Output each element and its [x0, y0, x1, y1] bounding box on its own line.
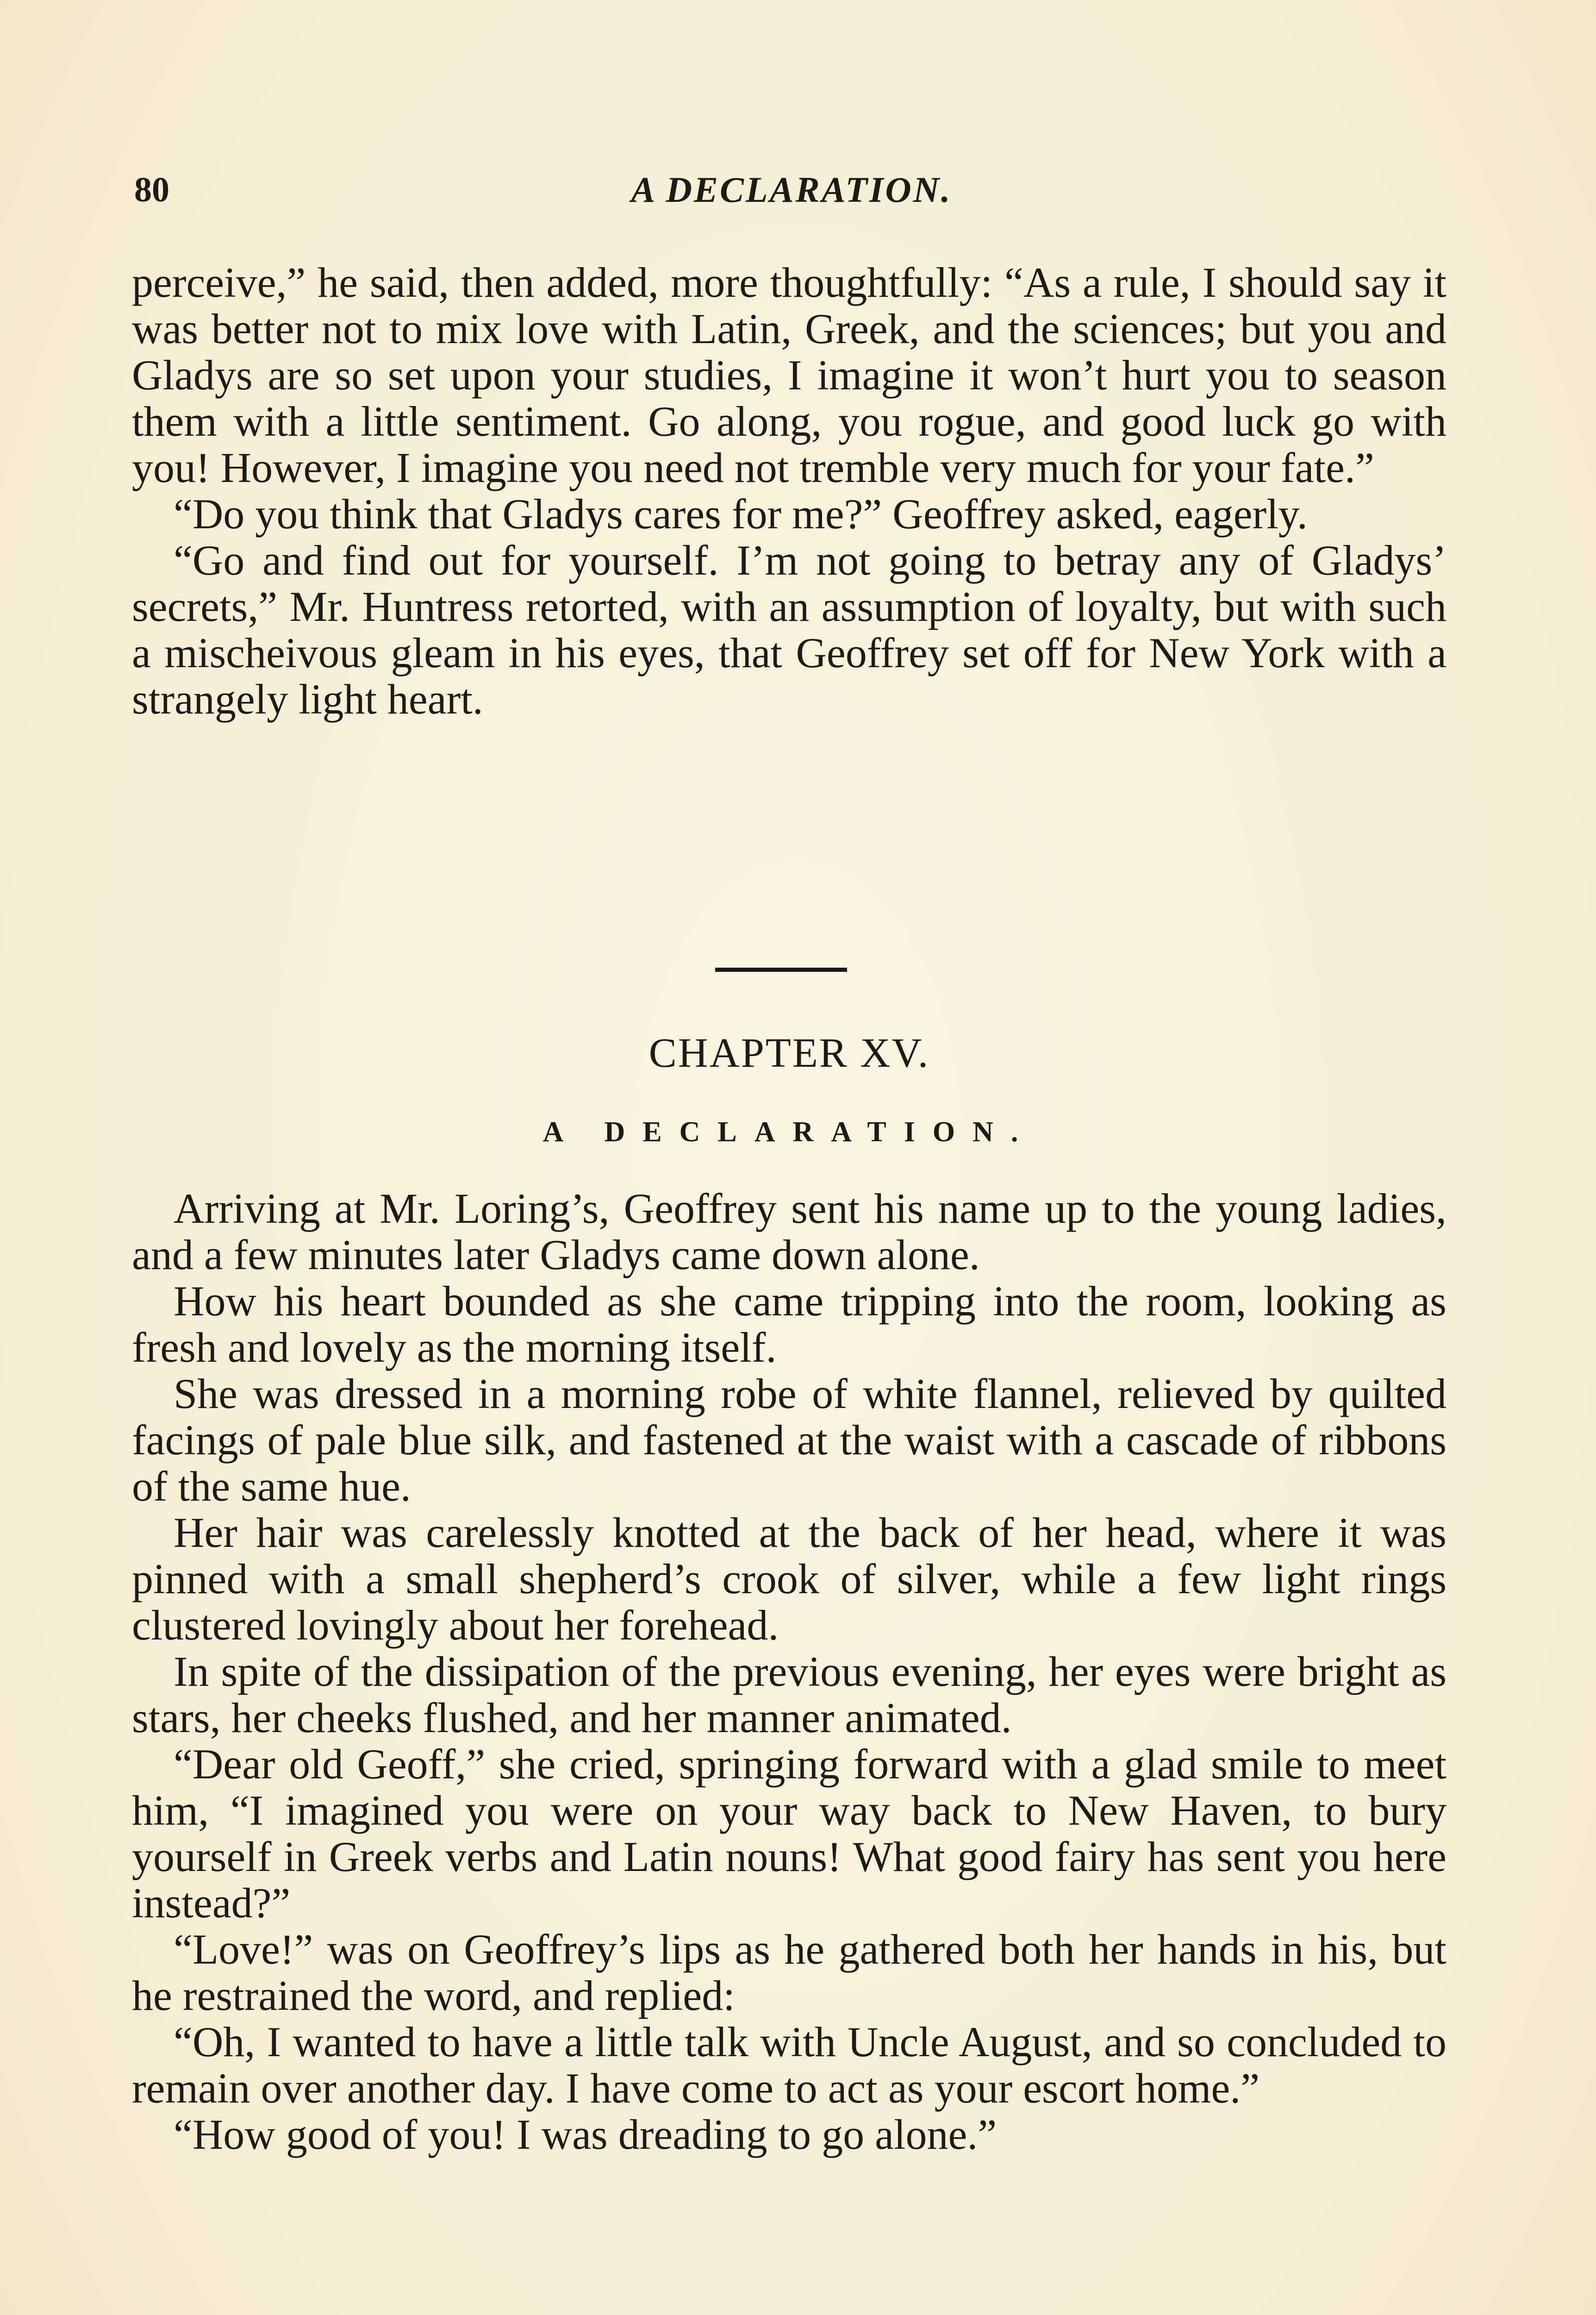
- chapter-subtitle: A DECLARATION.: [542, 1116, 1036, 1148]
- page-number: 80: [134, 170, 169, 209]
- paragraph: “Oh, I wanted to have a little talk with Uncle August, and so concluded to remain over another day. I have come to act as your escort home.”: [132, 2018, 1446, 2112]
- chapter-body-text: [132, 1185, 1446, 2158]
- previous-chapter-text: [132, 259, 1446, 722]
- paragraph: Her hair was carelessly knotted at the back of her head, where it was pinned with a small shepherd’s crook of silver, while a few light rings clustered lovingly about her forehead.: [132, 1509, 1446, 1649]
- chapter-heading: CHAPTER XV.: [648, 1030, 930, 1076]
- paragraph: “Love!” was on Geoffrey’s lips as he gathered both her hands in his, but he restrained the word, and replied:: [132, 1926, 1446, 2019]
- paragraph: “How good of you! I was dreading to go alone.”: [174, 2111, 997, 2158]
- running-title: A DECLARATION.: [631, 169, 952, 210]
- paragraph: She was dressed in a morning robe of white flannel, relieved by quilted facings of pale blue silk, and fastened at the waist with a cascade of ribbons of the same hue.: [132, 1370, 1446, 1510]
- paragraph: “Go and find out for yourself. I’m not going to betray any of Gladys’ secrets,” Mr. Huntress retorted, with an assumption of loyalty, but with such a mischeivous gleam in his eyes, that Geoffrey set off for New York with a strangely light heart.: [132, 537, 1446, 723]
- page-header: [134, 167, 1449, 213]
- paragraph: How his heart bounded as she came tripping into the room, looking as fresh and lovely as the morning itself.: [132, 1277, 1446, 1371]
- paragraph: perceive,” he said, then added, more thoughtfully: “As a rule, I should say it was better not to mix love with Latin, Greek, and the sciences; but you and Gladys are so set upon your studies, I imagine it won’t hurt you to season them with a little sentiment. Go along, you rogue, and good luck go with you! However, I imagine you need not tremble very much for your fate.”: [132, 259, 1446, 491]
- paragraph: In spite of the dissipation of the previous evening, her eyes were bright as stars, her cheeks flushed, and her manner animated.: [132, 1648, 1446, 1741]
- section-divider: [715, 968, 847, 972]
- paragraph: Arriving at Mr. Loring’s, Geoffrey sent his name up to the young ladies, and a few minutes later Gladys came down alone.: [132, 1185, 1446, 1278]
- paragraph: “Do you think that Gladys cares for me?” Geoffrey asked, eagerly.: [174, 490, 1308, 538]
- paragraph: “Dear old Geoff,” she cried, springing forward with a glad smile to meet him, “I imagined you were on your way back to New Haven, to bury yourself in Greek verbs and Latin nouns! What good fairy has sent you here instead?”: [132, 1740, 1446, 1927]
